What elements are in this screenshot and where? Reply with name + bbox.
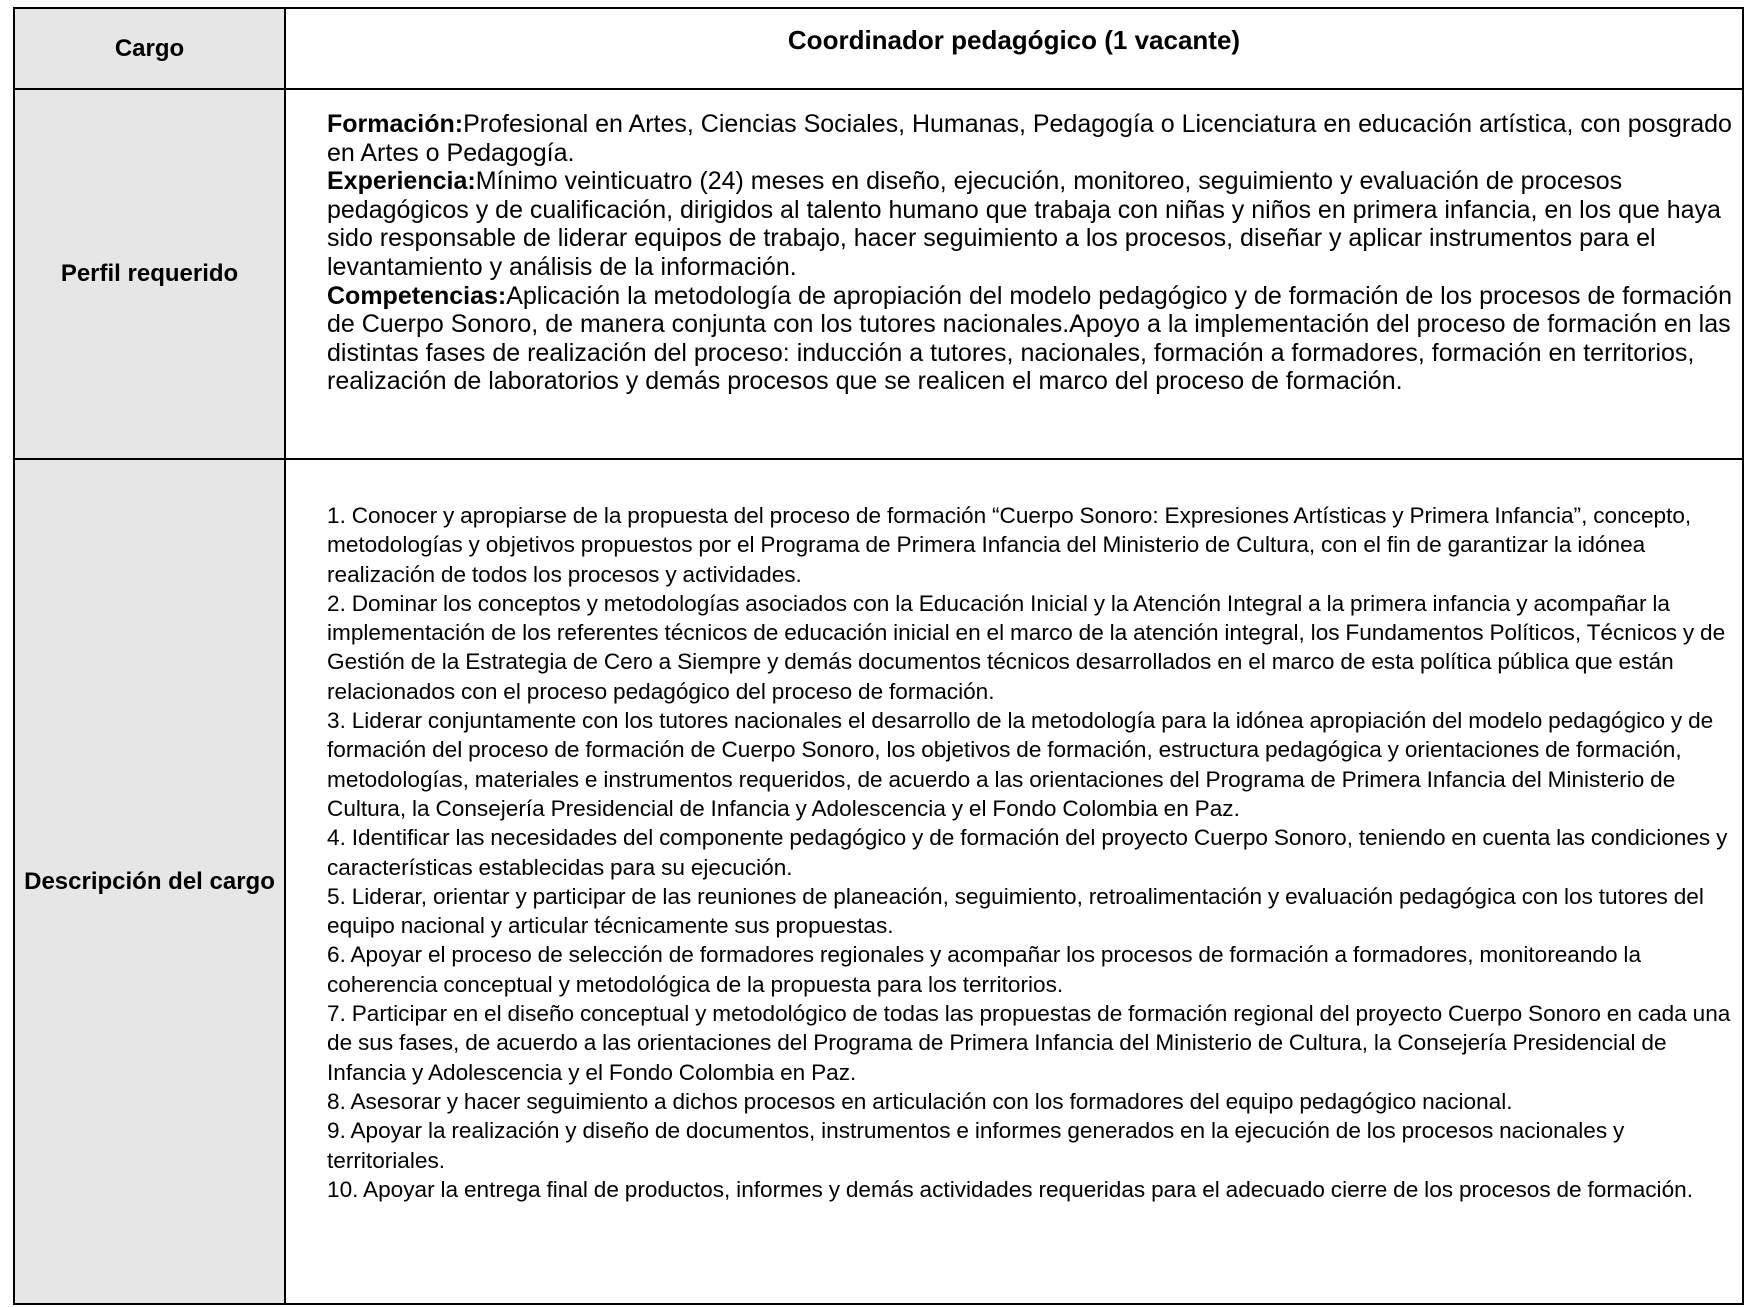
- value-cargo-cell: [286, 9, 1742, 88]
- value-descripcion-cell: [286, 460, 1742, 1303]
- perfil-key: Experiencia:: [327, 167, 476, 196]
- descripcion-item: 4. Identificar las necesidades del componente pedagógico y de formación del proyecto Cuerpo Sonoro, teniendo en cuenta las condiciones y características establecidas para su ejecución.: [327, 825, 1728, 880]
- label-cargo: Cargo: [15, 9, 286, 88]
- perfil-value: Mínimo veinticuatro (24) meses en diseño, ejecución, monitoreo, seguimiento y evaluación de procesos pedagógicos y de cualificación, dirigidos al talento humano que trabaja con niñas y niños en primera infancia, en los que haya sido responsable de liderar equipos de trabajo, hacer seguimiento a los procesos, diseñar y aplicar instrumentos para el levantamiento y análisis de la información.: [327, 167, 1721, 281]
- perfil-value: Aplicación la metodología de apropiación del modelo pedagógico y de formación de los procesos de formación de Cuerpo Sonoro, de manera conjunta con los tutores nacionales.Apoyo a la implementación del proceso de formación en las distintas fases de realización del proceso: inducción a tutores, nacionales, formación a formadores, formación en territorios, realización de laboratorios y demás procesos que se realicen el marco del proceso de formación.: [327, 281, 1732, 396]
- job-table: [13, 7, 1744, 1305]
- descripcion-item: 3. Liderar conjuntamente con los tutores nacionales el desarrollo de la metodología para la idónea apropiación del modelo pedagógico y de formación del proceso de formación de Cuerpo Sonoro, los objetivos de formación, estructura pedagógica y orientaciones de formación, metodologías, materiales e instrumentos requeridos, de acuerdo a las orientaciones del Programa de Primera Infancia del Ministerio de Cultura, la Consejería Presidencial de Infancia y Adolescencia y el Fondo Colombia en Paz.: [327, 708, 1714, 821]
- row-cargo: [15, 9, 1742, 90]
- perfil-value: Profesional en Artes, Ciencias Sociales, Humanas, Pedagogía o Licenciatura en educación artística, con posgrado en Artes o Pedagogía.: [327, 110, 1732, 167]
- descripcion-item: 1. Conocer y apropiarse de la propuesta del proceso de formación “Cuerpo Sonoro: Expresiones Artísticas y Primera Infancia”, concepto, metodologías y objetivos propuestos por el Programa de Primera Infancia del Ministerio de Cultura, con el fin de garantizar la idónea realización de todos los procesos y actividades.: [327, 503, 1692, 587]
- value-perfil-cell: [286, 90, 1742, 458]
- descripcion-item: 10. Apoyar la entrega final de productos, informes y demás actividades requeridas para el adecuado cierre de los procesos de formación.: [327, 1176, 1693, 1202]
- descripcion-item: 9. Apoyar la realización y diseño de documentos, instrumentos e informes generados en la ejecución de los procesos nacionales y territoriales.: [327, 1118, 1625, 1173]
- cargo-title: Coordinador pedagógico (1 vacante): [787, 25, 1241, 55]
- descripcion-item: 6. Apoyar el proceso de selección de formadores regionales y acompañar los procesos de formación a formadores, monitoreando la coherencia conceptual y metodológica de la propuesta para los territorios.: [327, 942, 1642, 997]
- perfil-item-experiencia: [327, 167, 1742, 281]
- perfil-text: [327, 110, 1742, 396]
- descripcion-item: 8. Asesorar y hacer seguimiento a dichos procesos en articulación con los formadores del equipo pedagógico nacional.: [327, 1088, 1513, 1114]
- perfil-key: Formación:: [327, 110, 464, 138]
- descripcion-item: 5. Liderar, orientar y participar de las reuniones de planeación, seguimiento, retroalimentación y evaluación pedagógica con los tutores del equipo nacional y articular técnicamente sus propuestas.: [327, 883, 1704, 939]
- row-descripcion: [15, 460, 1742, 1303]
- descripcion-list: [327, 501, 1738, 1204]
- descripcion-item: 2. Dominar los conceptos y metodologías asociados con la Educación Inicial y la Atención Integral a la primera infancia y acompañar la implementación de los referentes técnicos de educación inicial en el marco de la atención integral, los Fundamentos Políticos, Técnicos y de Gestión de la Estrategia de Cero a Siempre y demás documentos técnicos desarrollados en el marco de esta política pública que están relacionados con el proceso pedagógico del proceso de formación.: [327, 590, 1726, 704]
- label-perfil: Perfil requerido: [15, 90, 286, 458]
- label-descripcion: Descripción del cargo: [15, 460, 286, 1303]
- perfil-key: Competencias:: [327, 281, 507, 310]
- descripcion-item: 7. Participar en el diseño conceptual y metodológico de todas las propuestas de formación regional del proyecto Cuerpo Sonoro en cada una de sus fases, de acuerdo a las orientaciones del Programa de Primera Infancia del Ministerio de Cultura, la Consejería Presidencial de Infancia y Adolescencia y el Fondo Colombia en Paz.: [327, 1001, 1731, 1085]
- perfil-item-formacion: [327, 110, 1742, 167]
- perfil-item-competencias: [327, 282, 1742, 396]
- row-perfil: [15, 90, 1742, 460]
